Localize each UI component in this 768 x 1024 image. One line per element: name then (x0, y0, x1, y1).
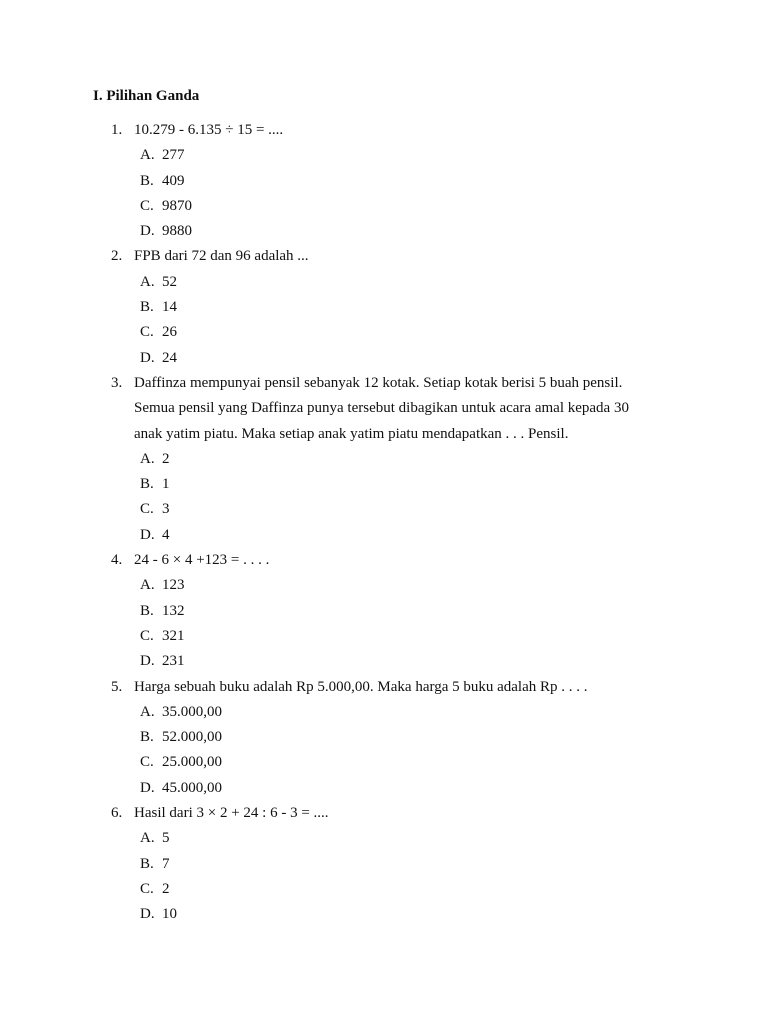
option-a (0, 143, 768, 168)
option-letter: D. (140, 349, 155, 366)
question-text: FPB dari 72 dan 96 adalah ... (134, 248, 309, 265)
option-d (0, 219, 768, 244)
question-text: 24 - 6 × 4 +123 = . . . . (134, 552, 270, 569)
option-text: 2 (162, 450, 170, 467)
option-letter: C. (140, 501, 154, 518)
option-text: 4 (162, 526, 170, 543)
option-letter: B. (140, 855, 154, 872)
question-text: 10.279 - 6.135 ÷ 15 = .... (134, 122, 284, 138)
option-a (0, 447, 768, 472)
option-text: 2 (162, 880, 170, 897)
option-letter: C. (140, 880, 154, 897)
option-letter: C. (140, 197, 154, 214)
question-text: anak yatim piatu. Maka setiap anak yatim piatu mendapatkan . . . Pensil. (134, 425, 569, 442)
option-text: 3 (162, 501, 170, 518)
question-number: 3. (111, 374, 123, 391)
option-b (0, 852, 768, 877)
question-line (0, 801, 768, 826)
question-line (0, 675, 768, 700)
question-text: Hasil dari 3 × 2 + 24 : 6 - 3 = .... (134, 805, 329, 822)
question-list (0, 118, 768, 928)
question-line (0, 371, 768, 396)
question-line (0, 244, 768, 269)
option-b (0, 295, 768, 320)
question-1 (0, 118, 768, 244)
question-number: 6. (111, 805, 123, 822)
option-d (0, 649, 768, 674)
question-number: 4. (111, 552, 123, 569)
option-d (0, 346, 768, 371)
option-d (0, 902, 768, 927)
option-text: 321 (162, 627, 185, 644)
option-letter: B. (140, 172, 154, 189)
option-text: 35.000,00 (162, 703, 222, 720)
option-a (0, 573, 768, 598)
option-letter: A. (140, 450, 155, 467)
option-d (0, 523, 768, 548)
option-c (0, 194, 768, 219)
question-text: Harga sebuah buku adalah Rp 5.000,00. Maka harga 5 buku adalah Rp . . . . (134, 678, 588, 695)
option-c (0, 497, 768, 522)
option-text: 10 (162, 906, 177, 923)
option-letter: D. (140, 906, 155, 923)
option-b (0, 599, 768, 624)
question-text: Semua pensil yang Daffinza punya tersebut dibagikan untuk acara amal kepada 30 (134, 400, 629, 417)
option-c (0, 624, 768, 649)
option-c (0, 750, 768, 775)
option-letter: D. (140, 223, 155, 240)
option-a (0, 270, 768, 295)
question-6 (0, 801, 768, 927)
question-line (0, 396, 768, 421)
option-text: 1 (162, 476, 170, 493)
option-text: 52.000,00 (162, 729, 222, 746)
option-text: 409 (162, 172, 185, 189)
option-b (0, 725, 768, 750)
option-letter: D. (140, 653, 155, 670)
option-text: 24 (162, 349, 177, 366)
option-letter: A. (140, 830, 155, 847)
question-3 (0, 371, 768, 548)
question-4 (0, 548, 768, 674)
option-letter: A. (140, 577, 155, 594)
option-letter: C. (140, 754, 154, 771)
option-text: 7 (162, 855, 170, 872)
question-text: Daffinza mempunyai pensil sebanyak 12 kotak. Setiap kotak berisi 5 buah pensil. (134, 374, 623, 391)
question-5 (0, 675, 768, 801)
option-text: 26 (162, 324, 177, 341)
option-letter: A. (140, 273, 155, 290)
option-text: 132 (162, 602, 185, 619)
question-line (0, 548, 768, 573)
option-text: 9880 (162, 223, 192, 240)
option-a (0, 700, 768, 725)
option-letter: B. (140, 476, 154, 493)
question-2 (0, 244, 768, 370)
option-text: 231 (162, 653, 185, 670)
option-letter: A. (140, 703, 155, 720)
option-text: 5 (162, 830, 170, 847)
option-letter: C. (140, 324, 154, 341)
option-text: 9870 (162, 197, 192, 214)
option-c (0, 320, 768, 345)
option-text: 123 (162, 577, 185, 594)
option-letter: C. (140, 627, 154, 644)
question-number: 1. (111, 122, 123, 138)
option-d (0, 776, 768, 801)
option-letter: D. (140, 526, 155, 543)
option-letter: B. (140, 299, 154, 316)
question-number: 2. (111, 248, 123, 265)
option-b (0, 169, 768, 194)
option-letter: D. (140, 779, 155, 796)
option-text: 45.000,00 (162, 779, 222, 796)
option-letter: B. (140, 729, 154, 746)
option-text: 52 (162, 273, 177, 290)
option-b (0, 472, 768, 497)
question-line (0, 118, 768, 143)
option-letter: B. (140, 602, 154, 619)
question-line (0, 422, 768, 447)
option-c (0, 877, 768, 902)
option-a (0, 826, 768, 851)
option-letter: A. (140, 147, 155, 164)
question-number: 5. (111, 678, 123, 695)
option-text: 25.000,00 (162, 754, 222, 771)
option-text: 277 (162, 147, 185, 164)
option-text: 14 (162, 299, 177, 316)
section-title: I. Pilihan Ganda (93, 88, 200, 104)
